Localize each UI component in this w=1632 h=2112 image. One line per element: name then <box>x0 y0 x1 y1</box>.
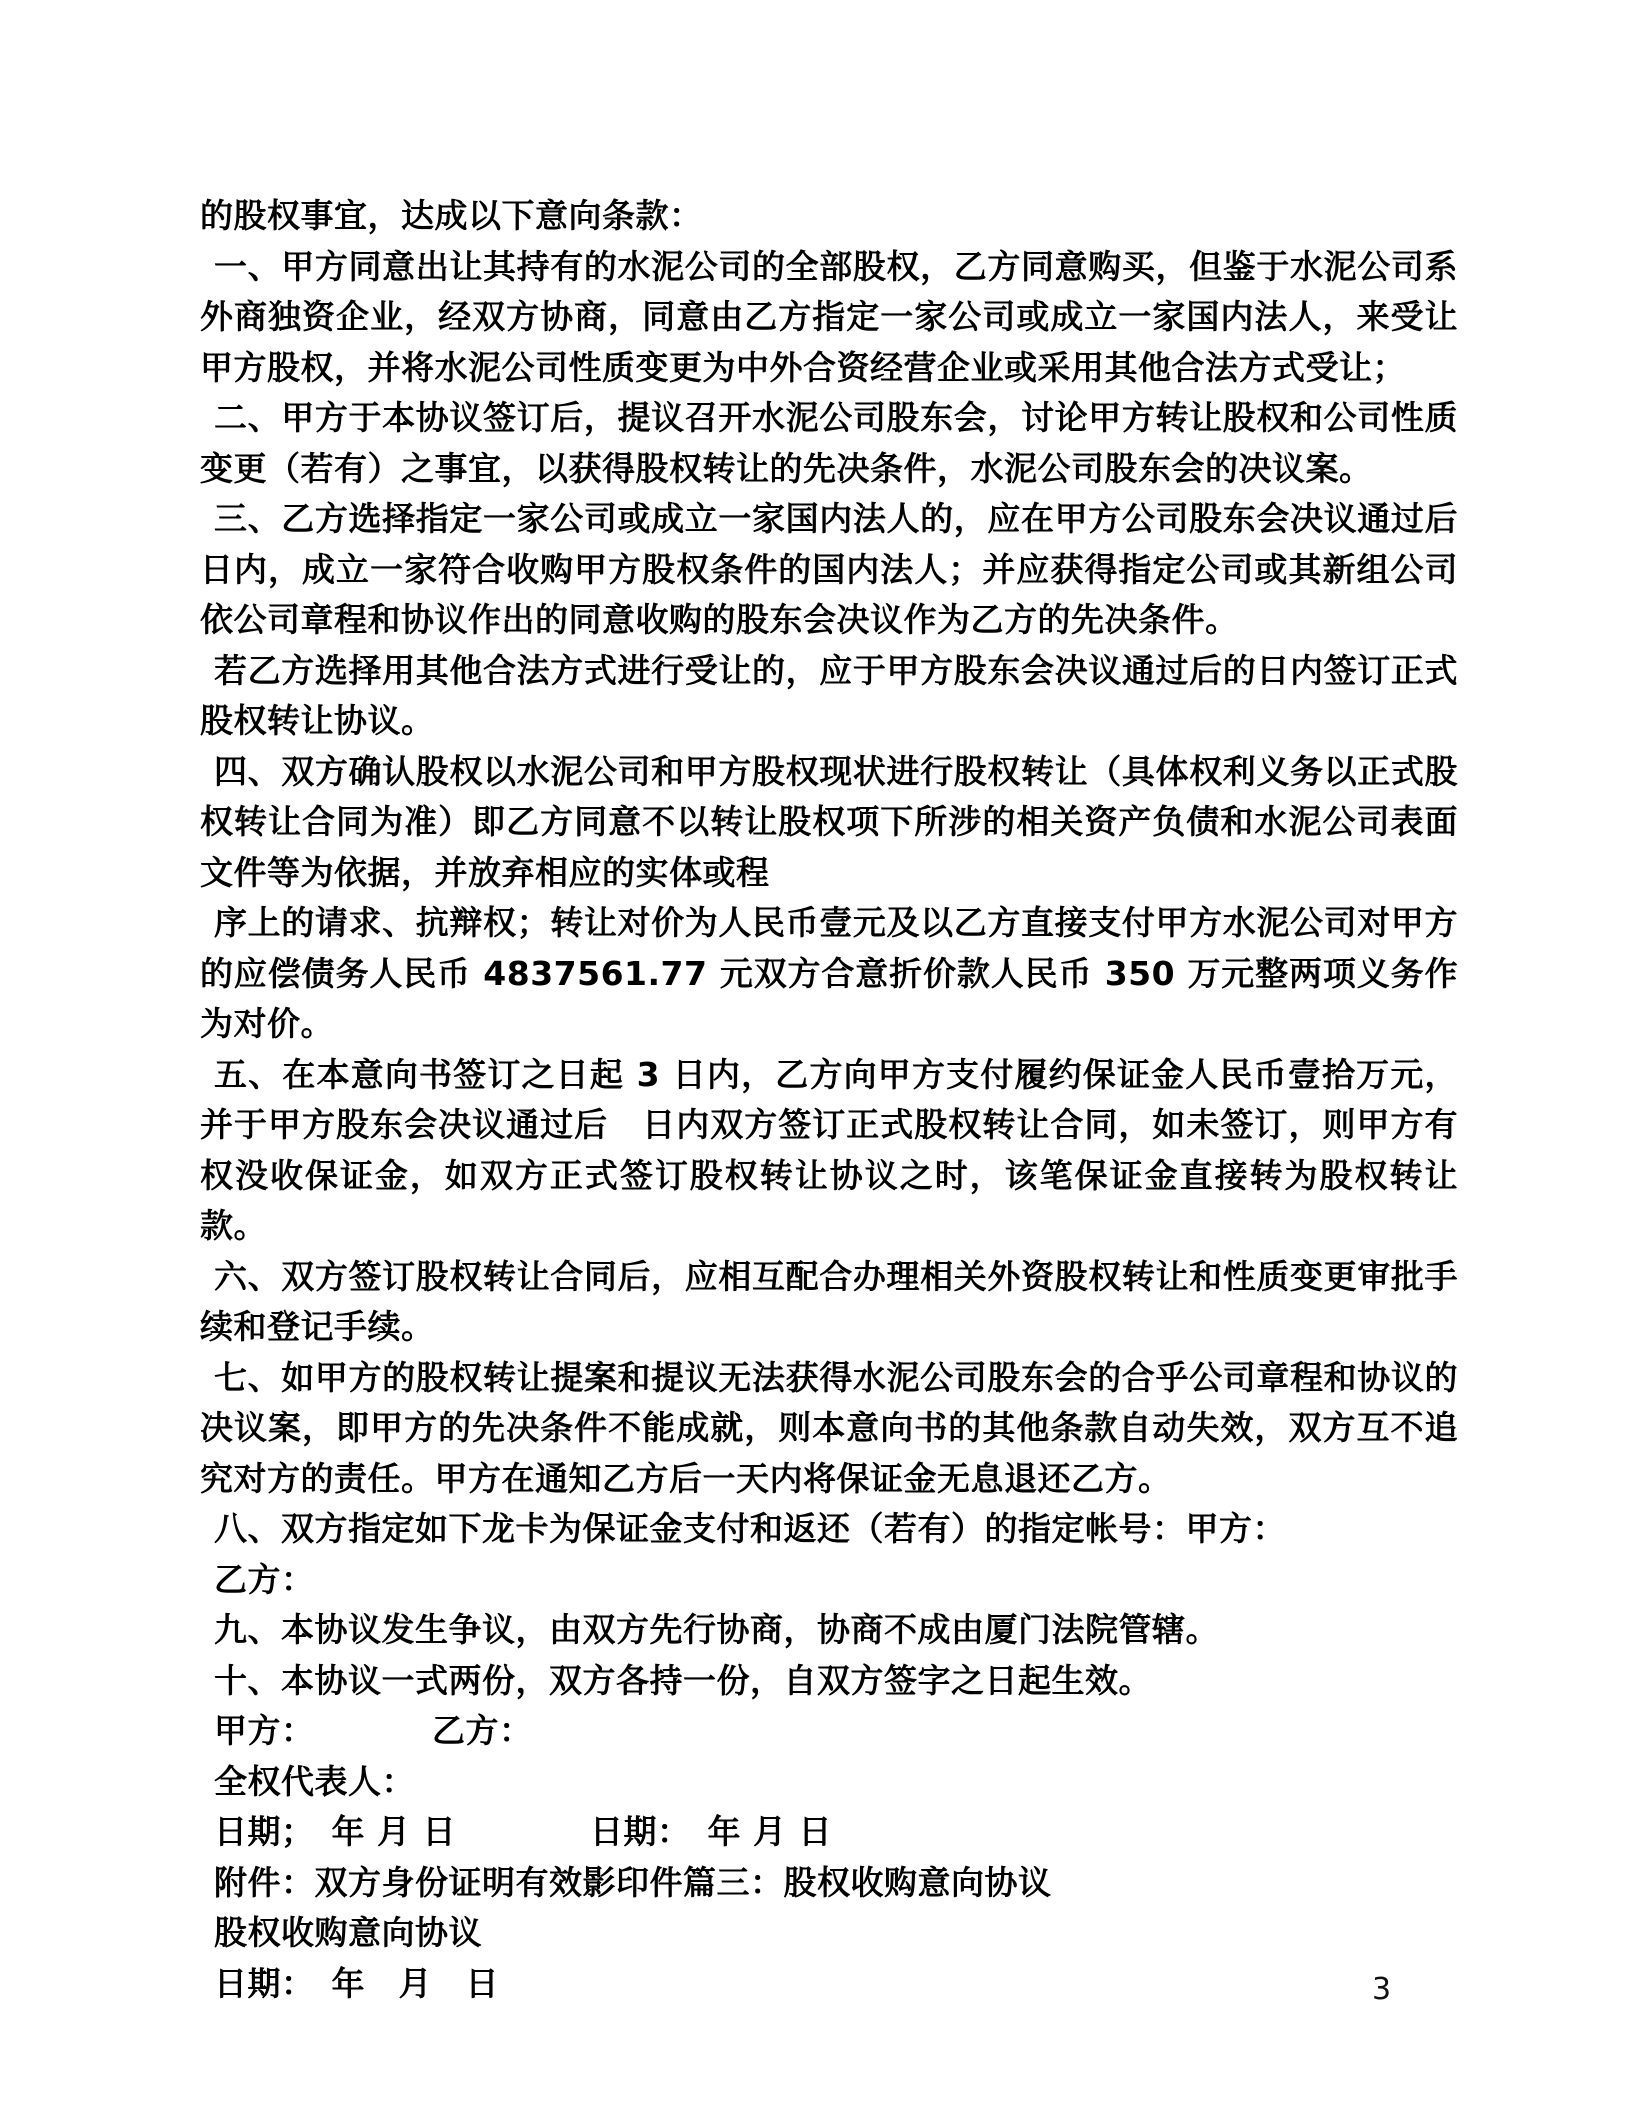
paragraph: 二、甲方于本协议签订后，提议召开水泥公司股东会，讨论甲方转让股权和公司性质变更（若有）之事宜，以获得股权转让的先决条件，水泥公司股东会的决议案。 <box>200 398 1458 488</box>
paragraph: 全权代表人： <box>214 1761 415 1801</box>
paragraph: 股权收购意向协议 <box>214 1913 482 1952</box>
paragraph: 三、乙方选择指定一家公司或成立一家国内法人的，应在甲方公司股东会决议通过后 日内，成立一家符合收购甲方股权条件的国内法人；并应获得指定公司或其新组公司依公司章程和协议作出的同意收购的股东会决议作为乙方的先决条件。 <box>200 499 1492 639</box>
paragraph: 甲方： 乙方： <box>214 1711 533 1750</box>
paragraph: 一、甲方同意出让其持有的水泥公司的全部股权，乙方同意购买，但鉴于水泥公司系外商独资企业，经双方协商，同意由乙方指定一家公司或成立一家国内法人，来受让甲方股权，并将水泥公司性质变更为中外合资经营企业或采用其他合法方式受让； <box>200 246 1458 387</box>
paragraph: 序上的请求、抗辩权；转让对价为人民币壹元及以乙方直接支付甲方水泥公司对甲方的应偿债务人民币 4837561.77 元双方合意折价款人民币 350 万元整两项义务作为对价。 <box>200 903 1458 1043</box>
paragraph: 的股权事宜，达成以下意向条款： <box>200 196 703 235</box>
paragraph: 八、双方指定如下龙卡为保证金支付和返还（若有）的指定帐号：甲方： <box>214 1509 1286 1548</box>
paragraph: 五、在本意向书签订之日起 3 日内，乙方向甲方支付履约保证金人民币壹拾万元，并于甲方股东会决议通过后 日内双方签订正式股权转让合同，如未签订，则甲方有权没收保证金，如双方正式签订股权转让协议之时，该笔保证金直接转为股权转让款。 <box>200 1054 1458 1245</box>
paragraph: 附件：双方身份证明有效影印件篇三：股权收购意向协议 <box>214 1862 1052 1902</box>
paragraph: 日期： 年 月 日 <box>214 1963 499 2003</box>
document-body <box>200 191 1492 2009</box>
paragraph: 六、双方签订股权转让合同后，应相互配合办理相关外资股权转让和性质变更审批手续和登记手续。 <box>200 1256 1458 1346</box>
paragraph: 七、如甲方的股权转让提案和提议无法获得水泥公司股东会的合乎公司章程和协议的决议案，即甲方的先决条件不能成就，则本意向书的其他条款自动失效，双方互不追究对方的责任。甲方在通知乙方后一天内将保证金无息退还乙方。 <box>200 1357 1458 1498</box>
paragraph: 四、双方确认股权以水泥公司和甲方股权现状进行股权转让（具体权利义务以正式股权转让合同为准）即乙方同意不以转让股权项下所涉的相关资产负债和水泥公司表面文件等为依据，并放弃相应的实体或程 <box>200 751 1458 892</box>
paragraph: 乙方： <box>214 1559 315 1599</box>
page-number: 3 <box>1372 1972 1392 2007</box>
paragraph: 日期； 年 月 日 日期： 年 月 日 <box>214 1812 832 1851</box>
paragraph: 若乙方选择用其他合法方式进行受让的，应于甲方股东会决议通过后的日内签订正式股权转让协议。 <box>200 650 1458 740</box>
paragraph: 九、本协议发生争议，由双方先行协商，协商不成由厦门法院管辖。 <box>214 1610 1219 1649</box>
paragraph: 十、本协议一式两份，双方各持一份，自双方签字之日起生效。 <box>214 1660 1152 1700</box>
